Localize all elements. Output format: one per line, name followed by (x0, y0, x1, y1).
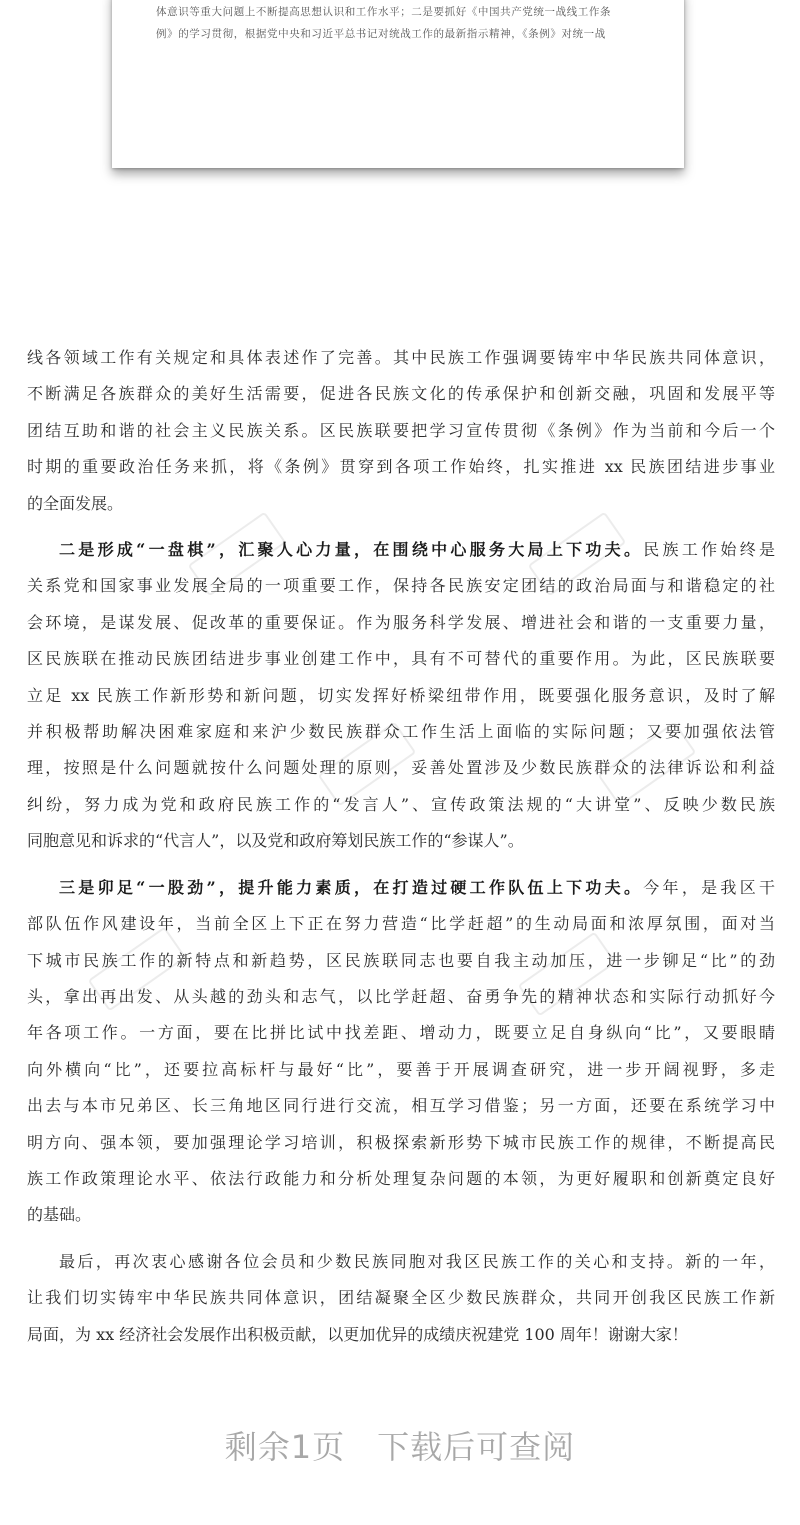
text-line (27, 870, 775, 906)
text-line: 最后，再次衷心感谢各位会员和少数民族同胞对我区民族工作的关心和支持。新的一年， (59, 1251, 775, 1271)
text-line: 会环境，是谋发展、促改革的重要保证。作为服务科学发展、增进社会和谐的一支重要力量， (27, 612, 775, 632)
text-line: 的全面发展。 (27, 493, 124, 513)
paragraph-lead: 二是形成“一盘棋”，汇聚人心力量，在围绕中心服务大局上下功夫。 (59, 540, 644, 560)
text-line: 纠纷，努力成为党和政府民族工作的“发言人”、宣传政策法规的“大讲堂”、反映少数民族 (27, 794, 775, 814)
text-line: 时期的重要政治任务来抓，将《条例》贯穿到各项工作始终，扎实推进 xx 民族团结进步事业 (27, 457, 775, 477)
text-line: 局面，为 xx 经济社会发展作出积极贡献，以更加优异的成绩庆祝建党 100 周年！谢谢大家！ (27, 1324, 688, 1344)
text-line (27, 532, 775, 568)
text-line: 同胞意见和诉求的“代言人”，以及党和政府筹划民族工作的“参谋人”。 (27, 831, 524, 851)
text-line: 让我们切实铸牢中华民族共同体意识，团结凝聚全区少数民族群众，共同开创我区民族工作新 (27, 1288, 775, 1308)
document-body (27, 340, 775, 1363)
preview-page-card (112, 0, 684, 168)
text-line: 立足 xx 民族工作新形势和新问题，切实发挥好桥梁纽带作用，既要强化服务意识，及时了解 (27, 685, 775, 705)
text-line: 部队伍作风建设年，当前全区上下正在努力营造“比学赶超”的生动局面和浓厚氛围，面对当 (27, 914, 775, 934)
text-line: 并积极帮助解决困难家庭和来沪少数民族群众工作生活上面临的实际问题；又要加强依法管 (27, 722, 775, 742)
remaining-pages-notice[interactable] (0, 1422, 800, 1468)
paragraph-lead: 三是卯足“一股劲”，提升能力素质，在打造过硬工作队伍上下功夫。 (59, 877, 644, 897)
paragraph (27, 1244, 775, 1353)
text-line: 的基础。 (27, 1205, 92, 1225)
text-line: 头，拿出再出发、从头越的劲头和志气，以比学赶超、奋勇争先的精神状态和实际行动抓好今 (27, 986, 775, 1006)
text-line: 族工作政策理论水平、依法行政能力和分析处理复杂问题的本领，为更好履职和创新奠定良好 (27, 1168, 775, 1188)
paragraph (27, 870, 775, 1234)
text-fragment: 今年，是我区干 (643, 877, 775, 897)
text-line: 团结互助和谐的社会主义民族关系。区民族联要把学习宣传贯彻《条例》作为当前和今后一个 (27, 420, 775, 440)
text-line: 区民族联在推动民族团结进步事业创建工作中，具有不可替代的重要作用。为此，区民族联要 (27, 649, 775, 669)
paragraph (27, 340, 775, 522)
paragraph (27, 532, 775, 860)
preview-text (156, 0, 642, 45)
text-line: 线各领域工作有关规定和具体表述作了完善。其中民族工作强调要铸牢中华民族共同体意识， (27, 348, 775, 367)
text-line: 下城市民族工作的新特点和新趋势，区民族联同志也要自我主动加压，进一步铆足“比”的劲 (27, 950, 775, 970)
text-line: 理，按照是什么问题就按什么问题处理的原则，妥善处置涉及少数民族群众的法律诉讼和利益 (27, 758, 775, 778)
preview-line: 体意识等重大问题上不断提高思想认识和工作水平；二是要抓好《中国共产党统一战线工作条 (156, 6, 612, 18)
text-line: 不断满足各族群众的美好生活需要，促进各民族文化的传承保护和创新交融，巩固和发展平等 (27, 384, 775, 404)
text-line: 向外横向“比”，还要拉高标杆与最好“比”，要善于开展调查研究，进一步开阔视野，多走 (27, 1059, 775, 1079)
download-to-view-label: 下载后可查阅 (377, 1428, 576, 1466)
text-fragment: 民族工作始终是 (643, 540, 775, 560)
text-line: 明方向、强本领，要加强理论学习培训，积极探索新形势下城市民族工作的规律，不断提高民 (27, 1132, 775, 1152)
preview-line: 例》的学习贯彻，根据党中央和习近平总书记对统战工作的最新指示精神，《条例》对统一战 (156, 28, 606, 40)
remaining-pages-label: 剩余1页 (224, 1428, 346, 1466)
text-line: 关系党和国家事业发展全局的一项重要工作，保持各民族安定团结的政治局面与和谐稳定的社 (27, 576, 775, 596)
text-line: 出去与本市兄弟区、长三角地区同行进行交流，相互学习借鉴；另一方面，还要在系统学习中 (27, 1096, 775, 1116)
text-line: 年各项工作。一方面，要在比拼比试中找差距、增动力，既要立足自身纵向“比”，又要眼睛 (27, 1023, 775, 1043)
